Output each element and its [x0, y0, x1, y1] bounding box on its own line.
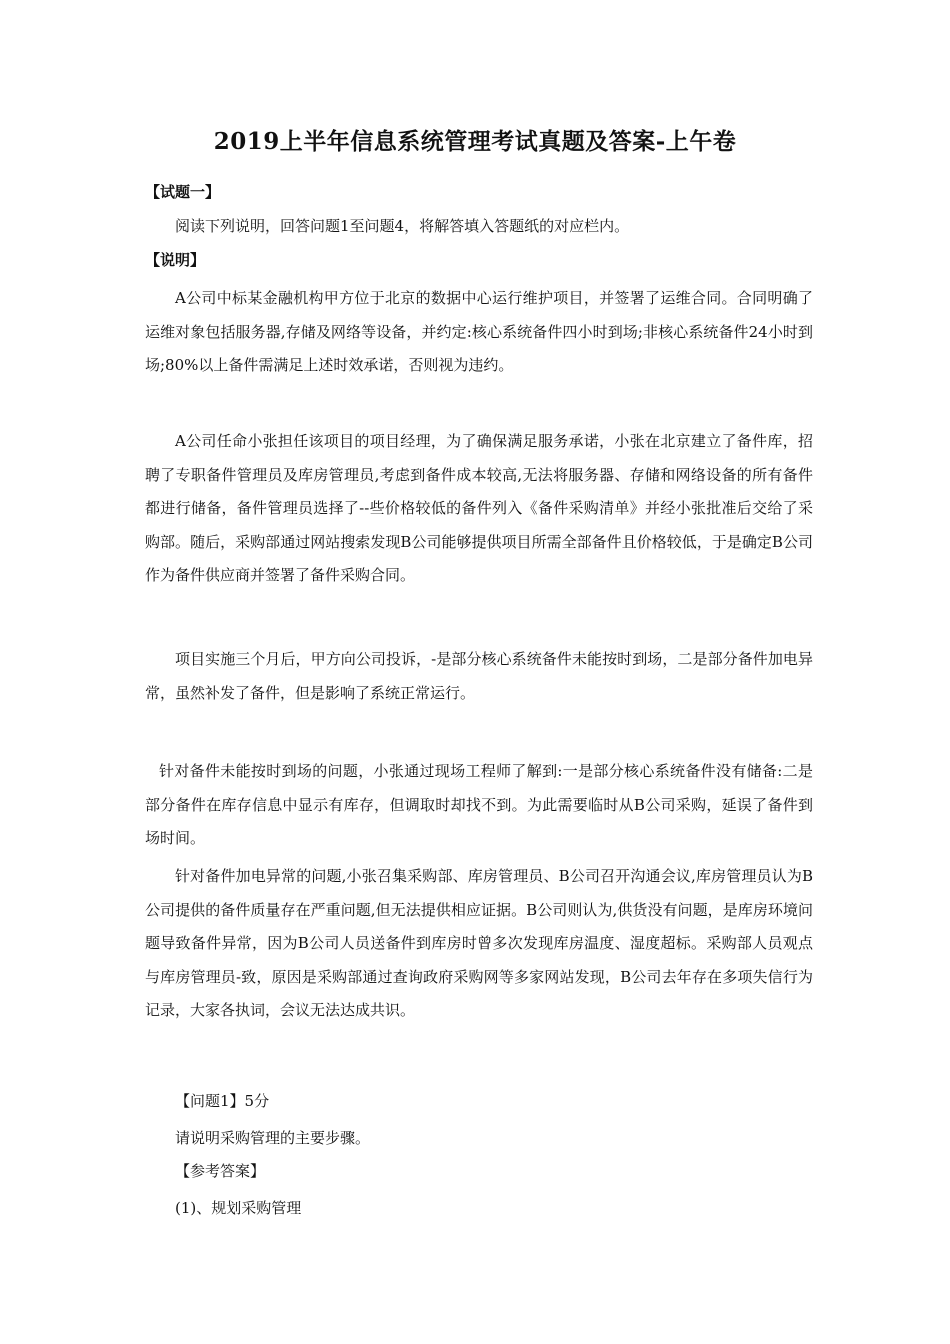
answer-heading: 【参考答案】 — [175, 1162, 266, 1180]
document-title: 2019上半年信息系统管理考试真题及答案-上午卷 — [213, 128, 737, 155]
answer-item-1: (1)、规划采购管理 — [175, 1199, 302, 1217]
description-heading: 【说明】 — [145, 251, 206, 269]
paragraph-3: 项目实施三个月后，甲方向公司投诉，-是部分核心系统备件未能按时到场，二是部分备件加电异常，虽然补发了备件，但是影响了系统正常运行。 — [145, 650, 813, 702]
paragraph-1: A公司中标某金融机构甲方位于北京的数据中心运行维护项目，并签署了运维合同。合同明确了运维对象包括服务器,存储及网络等设备，并约定:核心系统备件四小时到场;非核心系统备件24小时到场;80%以上备件需满足上述时效承诺，否则视为违约。 — [145, 289, 813, 374]
paragraph-4: 针对备件未能按时到场的问题，小张通过现场工程师了解到:一是部分核心系统备件没有储备:二是部分备件在库存信息中显示有库存，但调取时却找不到。为此需要临时从B公司采购，延误了备件到场时间。 — [145, 762, 813, 847]
section-heading: 【试题一】 — [145, 183, 221, 201]
question-1-text: 请说明采购管理的主要步骤。 — [175, 1129, 371, 1147]
paragraph-5: 针对备件加电异常的问题,小张召集采购部、库房管理员、B公司召开沟通会议,库房管理员认为B公司提供的备件质量存在严重问题,但无法提供相应证据。B公司则认为,供货没有问题，是库房环境问题导致备件异常，因为B公司人员送备件到库房时曾多次发现库房温度、湿度超标。采购部人员观点与库房管理员-致，原因是采购部通过查询政府采购网等多家网站发现，B公司去年存在多项失信行为记录，大家各执词，会议无法达成共识。 — [145, 867, 813, 1019]
question-1-label: 【问题1】5分 — [175, 1092, 270, 1110]
paragraph-2: A公司任命小张担任该项目的项目经理，为了确保满足服务承诺，小张在北京建立了备件库，招聘了专职备件管理员及库房管理员,考虑到备件成本较高,无法将服务器、存储和网络设备的所有备件都进行储备，备件管理员选择了--些价格较低的备件列入《备件采购清单》并经小张批准后交给了采购部。随后，采购部通过网站搜索发现B公司能够提供项目所需全部备件且价格较低，于是确定B公司作为备件供应商并签署了备件采购合同。 — [145, 432, 813, 584]
instruction-text: 阅读下列说明，回答问题1至问题4，将解答填入答题纸的对应栏内。 — [175, 217, 630, 235]
